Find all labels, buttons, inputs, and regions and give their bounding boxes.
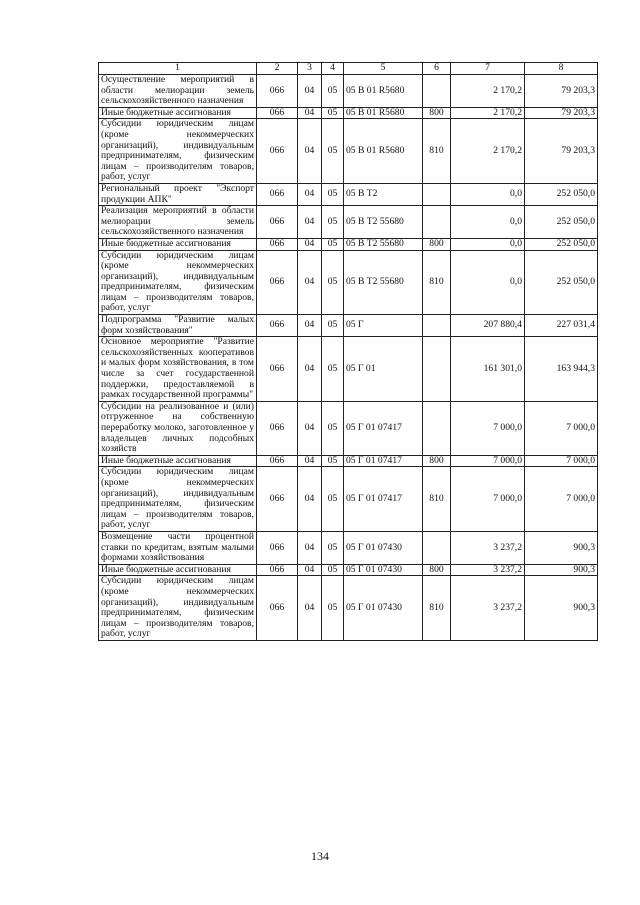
table-row	[99, 315, 598, 337]
amount-col8-cell: 79 203,3	[525, 75, 598, 108]
expense-type-cell	[423, 206, 451, 239]
column-header: 7	[451, 63, 525, 75]
section-code-cell: 04	[298, 238, 322, 250]
amount-col7-cell: 7 000,0	[451, 401, 525, 455]
amount-col7-cell: 3 237,2	[451, 531, 525, 564]
row-name-cell: Иные бюджетные ассигнования	[99, 564, 257, 576]
target-article-cell: 05 В Т2 55680	[344, 238, 423, 250]
subsection-code-cell: 05	[322, 455, 344, 467]
admin-code-cell: 066	[257, 75, 298, 108]
expense-type-cell: 800	[423, 455, 451, 467]
table-row	[99, 183, 598, 205]
section-code-cell: 04	[298, 467, 322, 532]
subsection-code-cell: 05	[322, 119, 344, 184]
expense-type-cell	[423, 75, 451, 108]
admin-code-cell: 066	[257, 531, 298, 564]
table-row	[99, 455, 598, 467]
target-article-cell: 05 Г 01 07417	[344, 455, 423, 467]
budget-table	[98, 62, 598, 641]
table-row	[99, 467, 598, 532]
table-row	[99, 75, 598, 108]
table-row	[99, 119, 598, 184]
section-code-cell: 04	[298, 455, 322, 467]
amount-col8-cell: 252 050,0	[525, 183, 598, 205]
row-name-cell: Субсидии юридическим лицам (кроме некоммерческих организаций), индивидуальным предпринимателям, физическим лицам – производителям товаров, работ, услуг	[99, 119, 257, 184]
expense-type-cell	[423, 337, 451, 402]
admin-code-cell: 066	[257, 315, 298, 337]
table-row	[99, 107, 598, 119]
amount-col8-cell: 252 050,0	[525, 238, 598, 250]
column-header: 2	[257, 63, 298, 75]
admin-code-cell: 066	[257, 564, 298, 576]
admin-code-cell: 066	[257, 206, 298, 239]
section-code-cell: 04	[298, 337, 322, 402]
row-name-cell: Подпрограмма "Развитие малых форм хозяйствования"	[99, 315, 257, 337]
header-row	[99, 63, 598, 75]
subsection-code-cell: 05	[322, 250, 344, 315]
amount-col8-cell: 227 031,4	[525, 315, 598, 337]
amount-col7-cell: 0,0	[451, 238, 525, 250]
column-header: 6	[423, 63, 451, 75]
amount-col8-cell: 900,3	[525, 564, 598, 576]
table-row	[99, 337, 598, 402]
subsection-code-cell: 05	[322, 467, 344, 532]
page-number: 134	[311, 849, 329, 863]
amount-col7-cell: 7 000,0	[451, 467, 525, 532]
admin-code-cell: 066	[257, 401, 298, 455]
row-name-cell: Реализация мероприятий в области мелиорации земель сельскохозяйственного назначения	[99, 206, 257, 239]
section-code-cell: 04	[298, 119, 322, 184]
section-code-cell: 04	[298, 183, 322, 205]
target-article-cell: 05 Г	[344, 315, 423, 337]
admin-code-cell: 066	[257, 576, 298, 641]
amount-col8-cell: 7 000,0	[525, 455, 598, 467]
amount-col8-cell: 79 203,3	[525, 119, 598, 184]
subsection-code-cell: 05	[322, 576, 344, 641]
expense-type-cell: 810	[423, 119, 451, 184]
amount-col7-cell: 2 170,2	[451, 75, 525, 108]
target-article-cell: 05 Г 01	[344, 337, 423, 402]
row-name-cell: Региональный проект "Экспорт продукции АПК"	[99, 183, 257, 205]
column-header: 5	[344, 63, 423, 75]
expense-type-cell	[423, 401, 451, 455]
amount-col8-cell: 900,3	[525, 531, 598, 564]
expense-type-cell: 810	[423, 576, 451, 641]
amount-col8-cell: 252 050,0	[525, 250, 598, 315]
column-header: 8	[525, 63, 598, 75]
target-article-cell: 05 Г 01 07430	[344, 531, 423, 564]
subsection-code-cell: 05	[322, 401, 344, 455]
subsection-code-cell: 05	[322, 183, 344, 205]
subsection-code-cell: 05	[322, 206, 344, 239]
expense-type-cell	[423, 531, 451, 564]
amount-col7-cell: 2 170,2	[451, 107, 525, 119]
amount-col8-cell: 7 000,0	[525, 467, 598, 532]
section-code-cell: 04	[298, 206, 322, 239]
target-article-cell: 05 В Т2 55680	[344, 250, 423, 315]
row-name-cell: Основное мероприятие "Развитие сельскохозяйственных кооперативов и малых форм хозяйствования, в том числе за счет государственной поддержки, предоставляемой в рамках государственной программы"	[99, 337, 257, 402]
table-row	[99, 206, 598, 239]
expense-type-cell	[423, 315, 451, 337]
amount-col8-cell: 7 000,0	[525, 401, 598, 455]
row-name-cell: Субсидии на реализованное и (или) отгруженное на собственную переработку молоко, заготовленное у владельцев личных подсобных хозяйств	[99, 401, 257, 455]
target-article-cell: 05 В 01 R5680	[344, 75, 423, 108]
expense-type-cell: 810	[423, 250, 451, 315]
target-article-cell: 05 Г 01 07430	[344, 576, 423, 641]
target-article-cell: 05 В Т2 55680	[344, 206, 423, 239]
admin-code-cell: 066	[257, 183, 298, 205]
section-code-cell: 04	[298, 564, 322, 576]
amount-col7-cell: 0,0	[451, 206, 525, 239]
table-row	[99, 576, 598, 641]
section-code-cell: 04	[298, 75, 322, 108]
amount-col8-cell: 79 203,3	[525, 107, 598, 119]
target-article-cell: 05 В 01 R5680	[344, 107, 423, 119]
target-article-cell: 05 Г 01 07430	[344, 564, 423, 576]
target-article-cell: 05 В 01 R5680	[344, 119, 423, 184]
column-header: 1	[99, 63, 257, 75]
table-row	[99, 250, 598, 315]
table-row	[99, 531, 598, 564]
amount-col8-cell: 252 050,0	[525, 206, 598, 239]
row-name-cell: Субсидии юридическим лицам (кроме некоммерческих организаций), индивидуальным предпринимателям, физическим лицам – производителям товаров, работ, услуг	[99, 467, 257, 532]
subsection-code-cell: 05	[322, 238, 344, 250]
amount-col7-cell: 3 237,2	[451, 564, 525, 576]
subsection-code-cell: 05	[322, 75, 344, 108]
subsection-code-cell: 05	[322, 337, 344, 402]
column-header: 4	[322, 63, 344, 75]
subsection-code-cell: 05	[322, 315, 344, 337]
amount-col7-cell: 2 170,2	[451, 119, 525, 184]
column-header: 3	[298, 63, 322, 75]
subsection-code-cell: 05	[322, 107, 344, 119]
amount-col7-cell: 161 301,0	[451, 337, 525, 402]
expense-type-cell: 800	[423, 107, 451, 119]
section-code-cell: 04	[298, 107, 322, 119]
row-name-cell: Осуществление мероприятий в области мелиорации земель сельскохозяйственного назначения	[99, 75, 257, 108]
table-row	[99, 238, 598, 250]
row-name-cell: Субсидии юридическим лицам (кроме некоммерческих организаций), индивидуальным предпринимателям, физическим лицам – производителям товаров, работ, услуг	[99, 576, 257, 641]
expense-type-cell: 810	[423, 467, 451, 532]
amount-col7-cell: 3 237,2	[451, 576, 525, 641]
expense-type-cell: 800	[423, 238, 451, 250]
section-code-cell: 04	[298, 401, 322, 455]
amount-col7-cell: 0,0	[451, 250, 525, 315]
admin-code-cell: 066	[257, 250, 298, 315]
amount-col8-cell: 163 944,3	[525, 337, 598, 402]
admin-code-cell: 066	[257, 467, 298, 532]
amount-col7-cell: 0,0	[451, 183, 525, 205]
admin-code-cell: 066	[257, 455, 298, 467]
row-name-cell: Иные бюджетные ассигнования	[99, 455, 257, 467]
expense-type-cell: 800	[423, 564, 451, 576]
amount-col8-cell: 900,3	[525, 576, 598, 641]
admin-code-cell: 066	[257, 107, 298, 119]
row-name-cell: Иные бюджетные ассигнования	[99, 238, 257, 250]
table-row	[99, 401, 598, 455]
target-article-cell: 05 Г 01 07417	[344, 401, 423, 455]
section-code-cell: 04	[298, 531, 322, 564]
subsection-code-cell: 05	[322, 564, 344, 576]
table-row	[99, 564, 598, 576]
row-name-cell: Возмещение части процентной ставки по кредитам, взятым малыми формами хозяйствования	[99, 531, 257, 564]
table-body	[99, 75, 598, 641]
target-article-cell: 05 В Т2	[344, 183, 423, 205]
amount-col7-cell: 7 000,0	[451, 455, 525, 467]
row-name-cell: Иные бюджетные ассигнования	[99, 107, 257, 119]
row-name-cell: Субсидии юридическим лицам (кроме некоммерческих организаций), индивидуальным предпринимателям, физическим лицам – производителям товаров, работ, услуг	[99, 250, 257, 315]
admin-code-cell: 066	[257, 238, 298, 250]
expense-type-cell	[423, 183, 451, 205]
target-article-cell: 05 Г 01 07417	[344, 467, 423, 532]
subsection-code-cell: 05	[322, 531, 344, 564]
section-code-cell: 04	[298, 576, 322, 641]
section-code-cell: 04	[298, 315, 322, 337]
section-code-cell: 04	[298, 250, 322, 315]
amount-col7-cell: 207 880,4	[451, 315, 525, 337]
admin-code-cell: 066	[257, 337, 298, 402]
admin-code-cell: 066	[257, 119, 298, 184]
